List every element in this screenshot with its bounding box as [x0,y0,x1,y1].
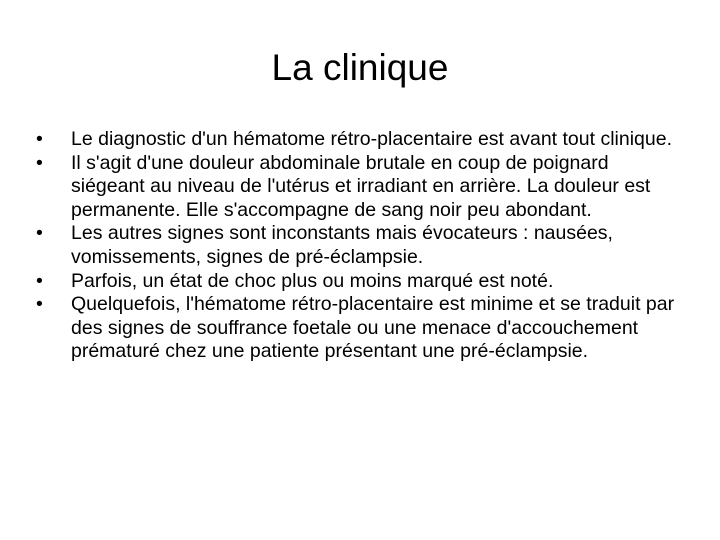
bullet-text: Parfois, un état de choc plus ou moins marqué est noté. [71,269,554,292]
bullet-item-autres-signes [36,222,676,269]
bullet-icon: • [36,151,43,174]
bullet-icon: • [36,222,43,245]
bullet-item-douleur [36,152,676,223]
bullet-icon: • [36,293,43,316]
bullet-text: Il s'agit d'une douleur abdominale brutale en coup de poignard siégeant au niveau de l'utérus et irradiant en arrière. La douleur est permanente. Elle s'accompagne de sang noir peu abondant. [71,151,651,221]
bullet-item-diagnostic [36,128,676,152]
bullet-item-minime [36,293,676,364]
slide-title: La clinique [271,47,449,88]
bullet-text: Le diagnostic d'un hématome rétro-placentaire est avant tout clinique. [71,128,672,150]
bullet-icon: • [36,269,43,292]
bullet-text: Quelquefois, l'hématome rétro-placentaire est minime et se traduit par des signes de souffrance foetale ou une menace d'accouchement prématuré chez une patiente présentant une pré-éclampsie. [71,293,675,363]
bullet-text: Les autres signes sont inconstants mais évocateurs : nausées, vomissements, signes de pré-éclampsie. [71,222,613,268]
bullet-list [36,128,676,364]
bullet-item-choc [36,270,676,294]
bullet-icon: • [36,128,43,150]
